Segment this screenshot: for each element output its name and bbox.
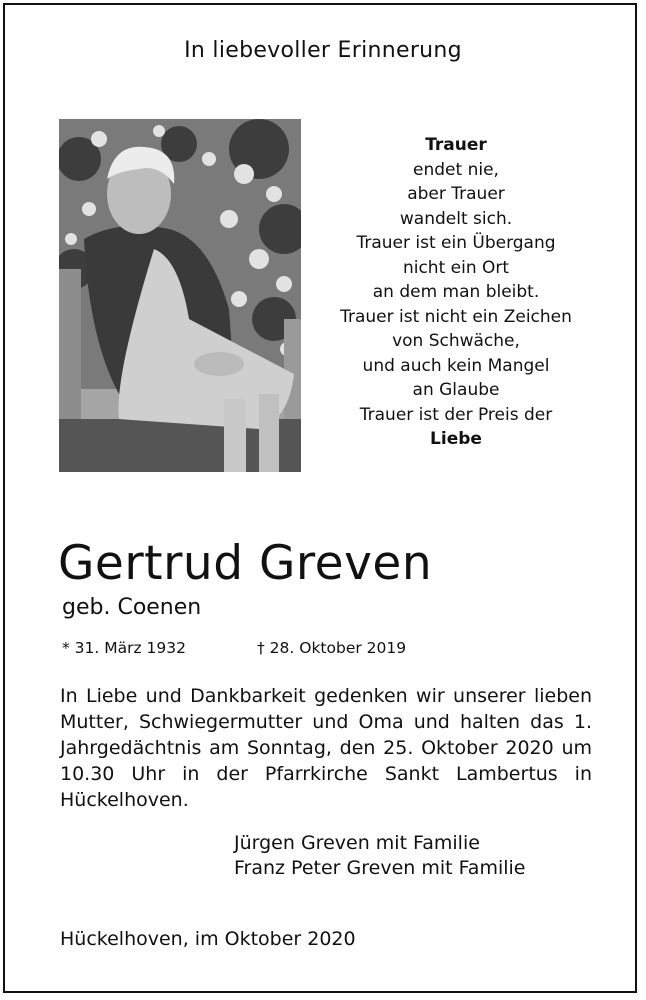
deceased-name: Gertrud Greven [58,536,433,591]
page-title: In liebevoller Erinnerung [184,38,462,63]
portrait-photo-image [59,119,301,472]
poem-line: Trauer ist ein Übergang [356,233,556,253]
poem [318,133,594,452]
poem-line: an dem man bleibt. [372,282,540,302]
maiden-name: geb. Coenen [62,595,202,620]
poem-line: Trauer ist der Preis der [359,404,553,425]
birth-date: * 31. März 1932 [62,639,187,657]
death-date: † 28. Oktober 2019 [257,639,407,657]
poem-line: von Schwäche, [392,331,520,351]
life-dates [62,639,407,657]
poem-line: an Glaube [412,380,500,400]
signer: Franz Peter Greven mit Familie [234,857,526,879]
place-date: Hückelhoven, im Oktober 2020 [60,928,356,950]
poem-line: aber Trauer [407,184,505,204]
signers [234,831,525,881]
poem-line: nicht ein Ort [402,257,510,278]
poem-line: und auch kein Mangel [362,355,550,376]
memorial-message: In Liebe und Dankbarkeit gedenken wir unserer lieben Mutter, Schwiegermutter und Oma und halten das 1. Jahrgedächtnis am Sonntag, den 25. Oktober 2020 um 10.30 Uhr in der Pfarrkirche Sankt Lambertus in Hückelhoven. [60,685,592,811]
signer: Jürgen Greven mit Familie [234,832,480,854]
poem-line: Trauer [425,135,487,155]
poem-line: wandelt sich. [399,208,513,229]
portrait-photo [59,119,301,472]
poem-line: endet nie, [413,159,499,180]
poem-line: Liebe [430,429,482,449]
poem-line: Trauer ist nicht ein Zeichen [340,306,572,327]
